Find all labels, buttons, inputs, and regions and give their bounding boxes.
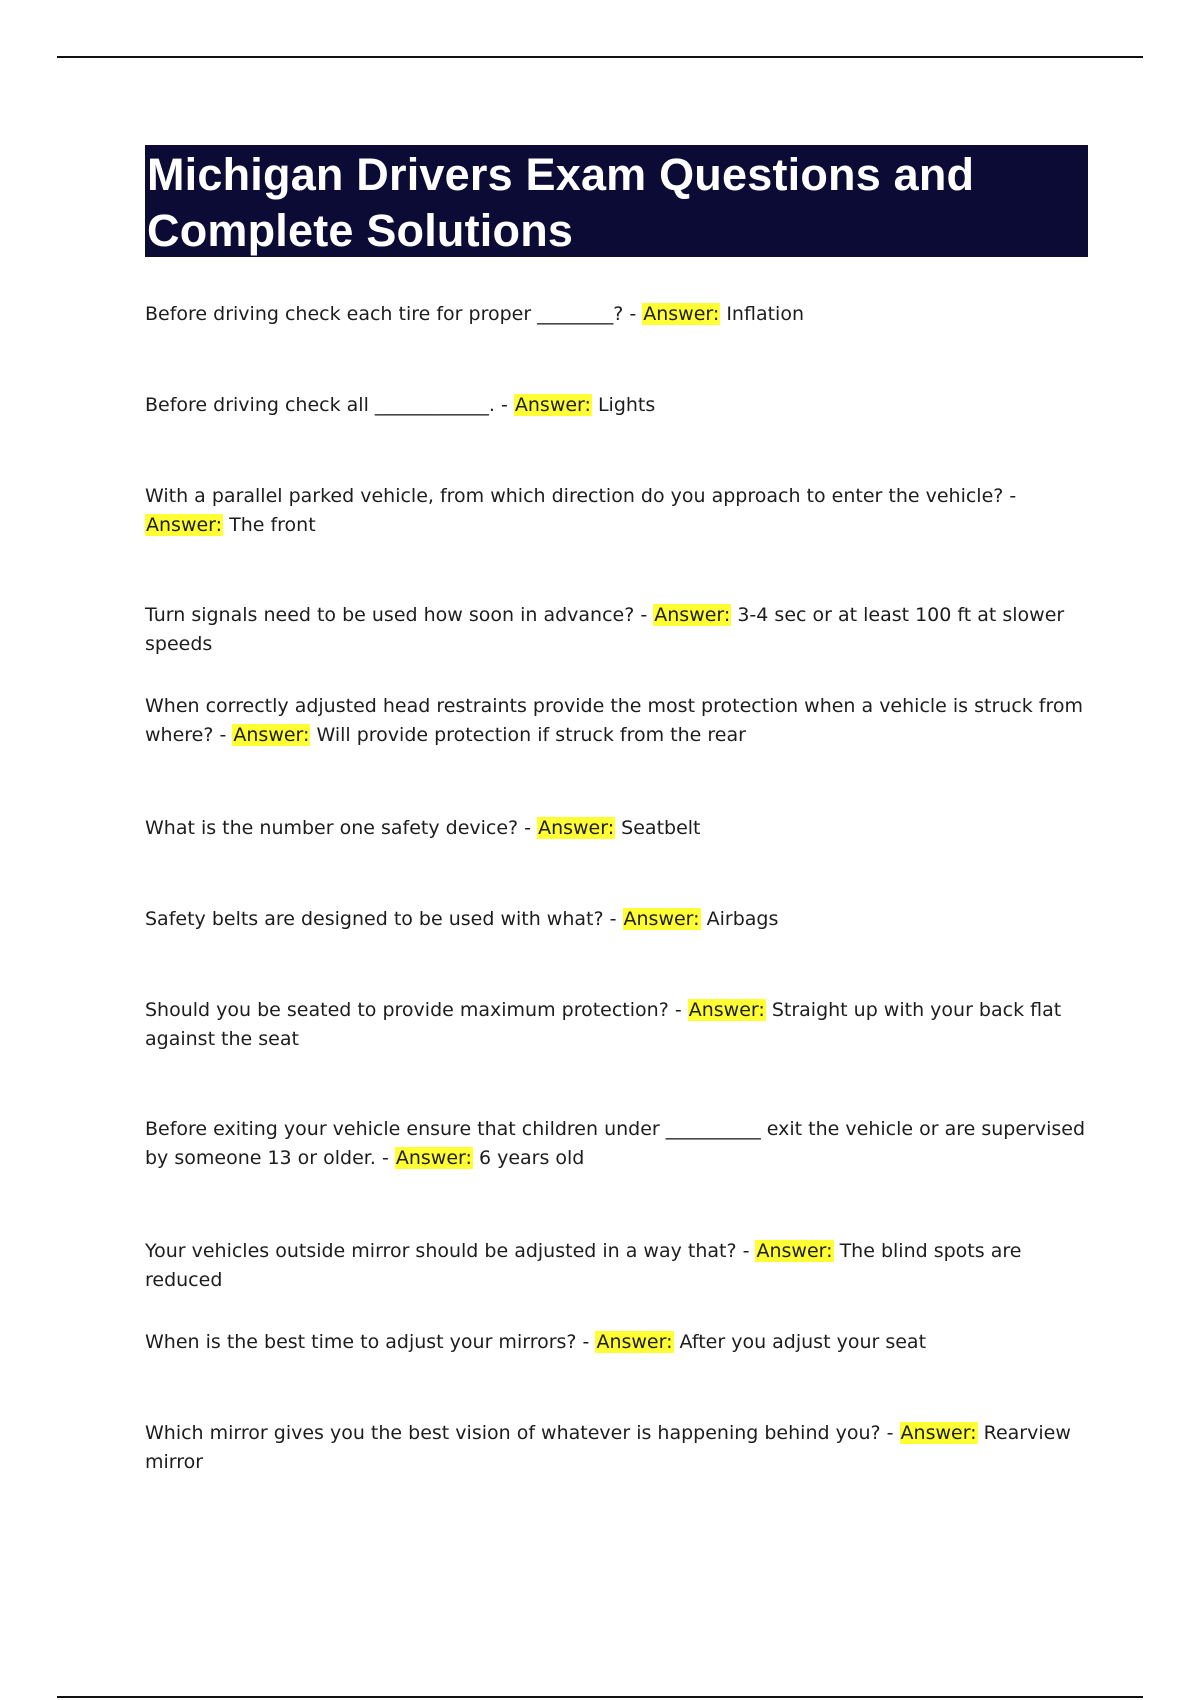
answer-text: Rearview mirror xyxy=(145,1422,1071,1473)
answer-label: Answer: xyxy=(514,394,591,416)
answer-label: Answer: xyxy=(233,724,310,746)
qa-item xyxy=(145,1115,1090,1173)
question-text: Before driving check all ____________. - xyxy=(145,394,508,416)
answer-text: Lights xyxy=(597,394,656,416)
answer-label: Answer: xyxy=(688,999,765,1021)
header-rule xyxy=(57,56,1143,58)
qa-item xyxy=(145,482,1090,540)
answer-text: Will provide protection if struck from the rear xyxy=(316,724,746,746)
answer-text: 3-4 sec or at least 100 ft at slower speeds xyxy=(145,604,1065,655)
answer-label: Answer: xyxy=(395,1147,472,1169)
qa-item xyxy=(145,996,1090,1054)
qa-item xyxy=(145,1419,1090,1477)
answer-label: Answer: xyxy=(596,1331,673,1353)
page-title: Michigan Drivers Exam Questions and Complete Solutions xyxy=(147,149,975,256)
question-text: When correctly adjusted head restraints provide the most protection when a vehicle is struck from where? - xyxy=(145,695,1084,746)
answer-label: Answer: xyxy=(538,817,615,839)
answer-label: Answer: xyxy=(900,1422,977,1444)
answer-label: Answer: xyxy=(623,908,700,930)
question-text: Your vehicles outside mirror should be adjusted in a way that? - xyxy=(145,1240,750,1262)
answer-text: After you adjust your seat xyxy=(679,1331,927,1353)
answer-text: Straight up with your back flat against the seat xyxy=(145,999,1062,1050)
question-text: Before driving check each tire for proper ________? - xyxy=(145,303,637,325)
qa-item xyxy=(145,1328,1090,1357)
qa-item xyxy=(145,300,1090,329)
qa-item xyxy=(145,692,1090,750)
answer-label: Answer: xyxy=(643,303,720,325)
answer-label: Answer: xyxy=(654,604,731,626)
qa-item xyxy=(145,814,1090,843)
qa-item xyxy=(145,391,1090,420)
question-text: Should you be seated to provide maximum protection? - xyxy=(145,999,682,1021)
answer-text: The front xyxy=(229,514,316,536)
answer-label: Answer: xyxy=(146,514,223,536)
question-text: Safety belts are designed to be used with what? - xyxy=(145,908,617,930)
answer-label: Answer: xyxy=(756,1240,833,1262)
answer-text: Airbags xyxy=(706,908,779,930)
qa-item xyxy=(145,1237,1090,1295)
question-text: When is the best time to adjust your mirrors? - xyxy=(145,1331,590,1353)
answer-text: Inflation xyxy=(726,303,804,325)
qa-item xyxy=(145,601,1090,659)
answer-text: The blind spots are reduced xyxy=(145,1240,1022,1291)
question-text: Before exiting your vehicle ensure that children under __________ exit the vehicle or are supervised by someone 13 or older. - xyxy=(145,1118,1086,1169)
qa-item xyxy=(145,905,1090,934)
title-banner xyxy=(145,145,1088,257)
question-text: Which mirror gives you the best vision of whatever is happening behind you? - xyxy=(145,1422,894,1444)
question-text: What is the number one safety device? - xyxy=(145,817,532,839)
footer-rule xyxy=(57,1696,1143,1698)
answer-text: Seatbelt xyxy=(621,817,701,839)
question-text: Turn signals need to be used how soon in advance? - xyxy=(145,604,648,626)
question-text: With a parallel parked vehicle, from which direction do you approach to enter the vehicle? - xyxy=(145,485,1017,507)
answer-text: 6 years old xyxy=(478,1147,585,1169)
